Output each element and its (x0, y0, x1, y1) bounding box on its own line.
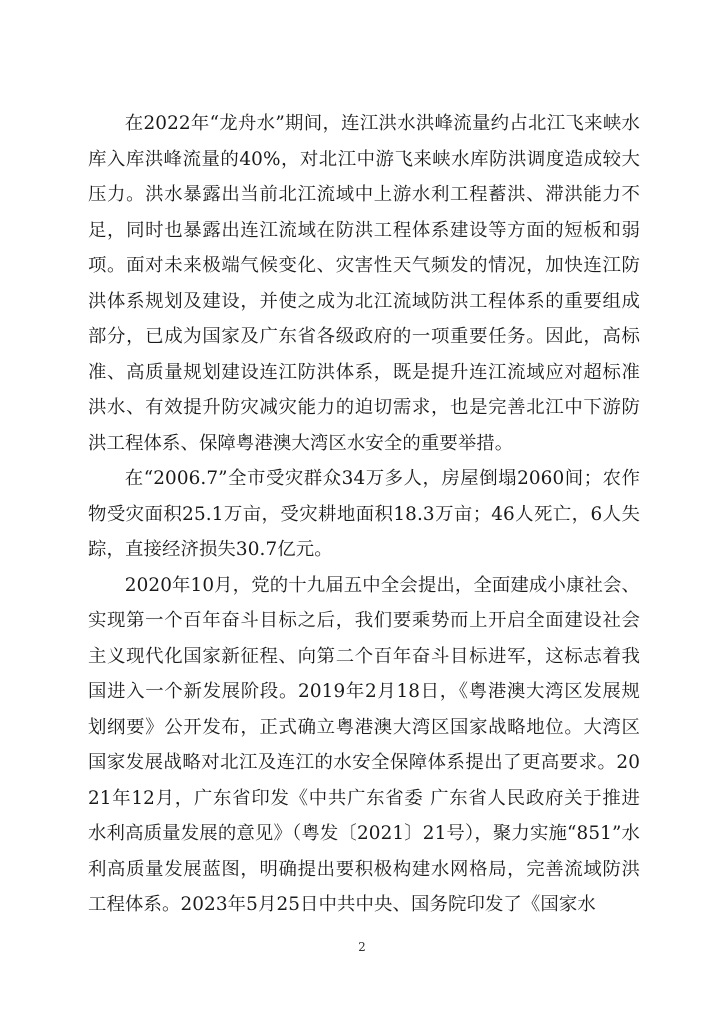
paragraph-3: 2020年10月，党的十九届五中全会提出，全面建成小康社会、实现第一个百年奋斗目标之后，我们要乘势而上开启全面建设社会主义现代化国家新征程、向第二个百年奋斗目标进军，这标志着我国进入一个新发展阶段。2019年2月18日，《粤港澳大湾区发展规划纲要》公开发布，正式确立粤港澳大湾区国家战略地位。大湾区国家发展战略对北江及连江的水安全保障体系提出了更高要求。2021年12月，广东省印发《中共广东省委 广东省人民政府关于推进水利高质量发展的意见》（粤发〔2021〕21号），聚力实施“851”水利高质量发展蓝图，明确提出要积极构建水网格局，完善流域防洪工程体系。2023年5月25日中共中央、国务院印发了《国家水 (88, 574, 640, 915)
paragraph-1: 在2022年“龙舟水”期间，连江洪水洪峰流量约占北江飞来峡水库入库洪峰流量的40%，对北江中游飞来峡水库防洪调度造成较大压力。洪水暴露出当前北江流域中上游水利工程蓄洪、滞洪能力不足，同时也暴露出连江流域在防洪工程体系建设等方面的短板和弱项。面对未来极端气候变化、灾害性天气频发的情况，加快连江防洪体系规划及建设，并使之成为北江流域防洪工程体系的重要组成部分，已成为国家及广东省各级政府的一项重要任务。因此，高标准、高质量规划建设连江防洪体系，既是提升连江流域应对超标准洪水、有效提升防灾减灾能力的迫切需求，也是完善北江中下游防洪工程体系、保障粤港澳大湾区水安全的重要举措。 (88, 113, 640, 454)
page-number: 2 (358, 940, 366, 954)
paragraph-2: 在“2006.7”全市受灾群众34万多人，房屋倒塌2060间；农作物受灾面积25.1万亩，受灾耕地面积18.3万亩；46人死亡，6人失踪，直接经济损失30.7亿元。 (88, 468, 640, 560)
document-body (88, 106, 640, 923)
